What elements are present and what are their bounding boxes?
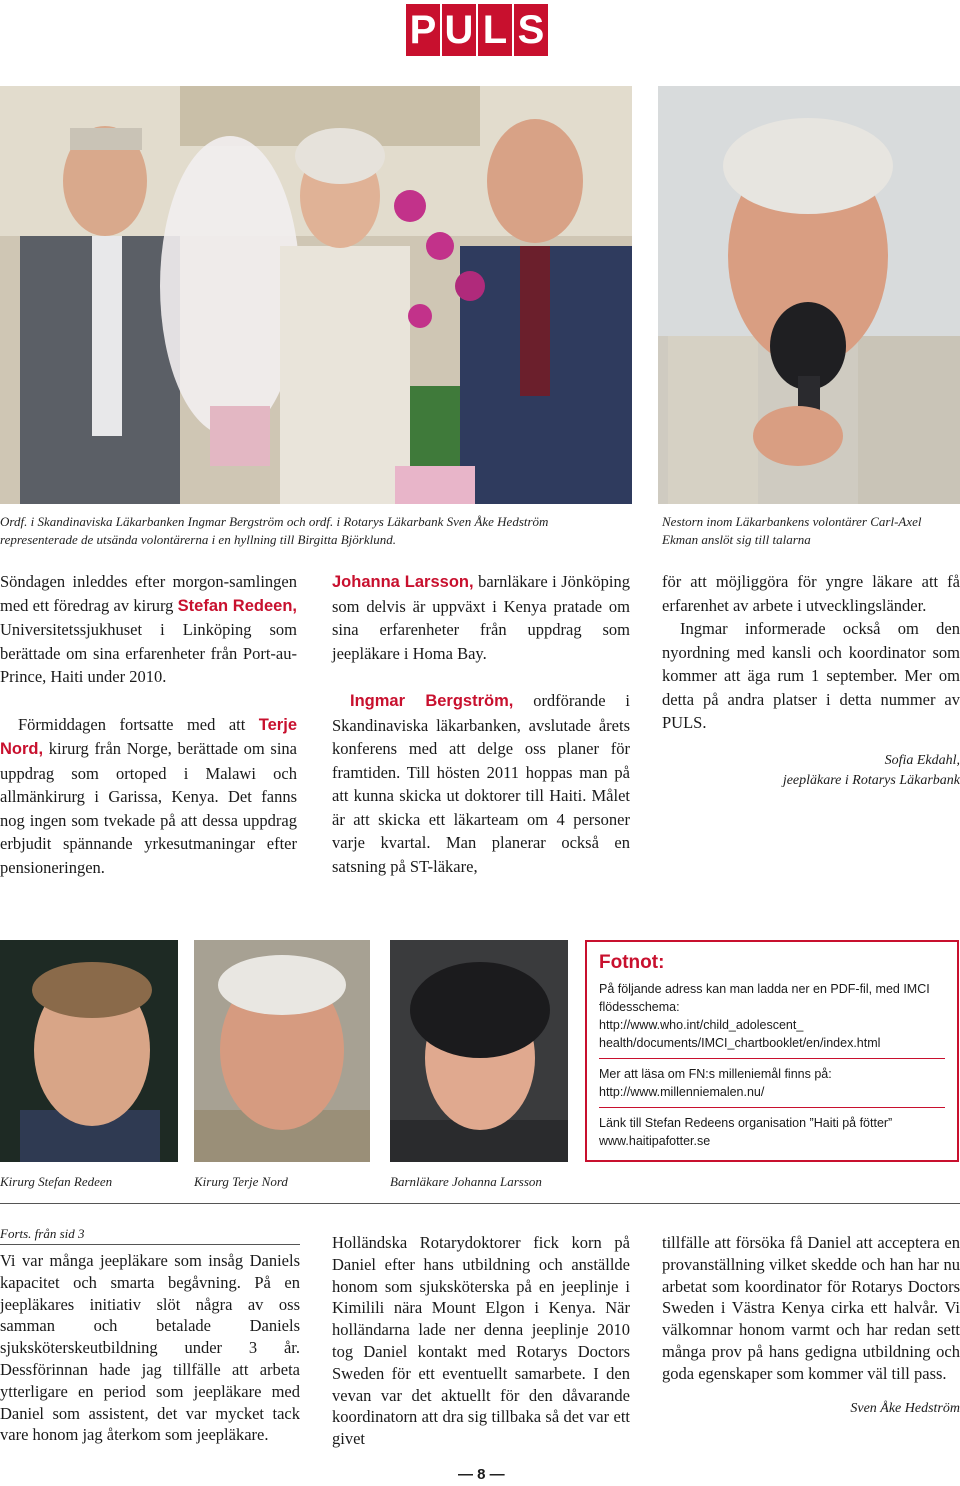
divider	[599, 1107, 945, 1108]
footnote-link[interactable]: http://www.who.int/child_adolescent_ health/documents/IMCI_chartbooklet/en/index.html	[599, 1018, 881, 1050]
article-paragraph	[0, 713, 297, 880]
logo-letter: S	[514, 4, 548, 56]
footnote-box	[585, 940, 959, 1162]
article-paragraph	[0, 570, 297, 689]
continuation-column-3	[662, 1232, 960, 1419]
speaker-name: Stefan Redeen,	[177, 596, 297, 615]
paragraph-text: Söndagen inleddes efter morgon-samlingen med ett föredrag av kirurg	[0, 572, 297, 615]
signature-role: jeepläkare i Rotarys Läkarbank	[782, 772, 960, 788]
footnote-text: På följande adress kan man ladda ner en PDF-fil, med IMCI flödesschema:	[599, 982, 930, 1014]
portrait-caption: Barnläkare Johanna Larsson	[390, 1174, 542, 1189]
portrait-caption: Kirurg Stefan Redeen	[0, 1174, 113, 1189]
logo-letter: L	[478, 4, 512, 56]
continuation-label: Forts. från sid 3	[0, 1226, 85, 1241]
puls-logo	[406, 4, 548, 56]
signature-name: Sofia Ekdahl,	[884, 752, 960, 768]
speaker-name: Johanna Larsson,	[332, 573, 474, 591]
paragraph-text: Förmiddagen fortsatte med att	[18, 714, 259, 734]
paragraph-text: Universitetssjukhuset i Linköping som berättade om sina erfarenheter från Port-au-Prince, Haiti under 2010.	[0, 620, 297, 686]
footnote-text: Mer att läsa om FN:s milleniemål finns på:	[599, 1067, 832, 1081]
article-column-3	[662, 570, 960, 791]
footnote-text: Länk till Stefan Redeens organisation ”Haiti på fötter”	[599, 1116, 893, 1130]
article-column-1	[0, 570, 297, 903]
paragraph-text: kirurg från Norge, berättade om sina uppdrag som ortoped i Malawi och allmänkirurg i Garissa, Kenya. Det fanns nog ingen som tvekade på att dessa uppdrag erbjudit spännande yrkesutmaningar efter pensioneringen.	[0, 739, 297, 877]
footnote-link[interactable]: http://www.millenniemalen.nu/	[599, 1085, 765, 1099]
article-column-2	[332, 570, 630, 902]
footnote-link[interactable]: www.haitipafotter.se	[599, 1134, 711, 1148]
divider	[599, 1058, 945, 1059]
paragraph-text: barnläkare i Jönköping som delvis är uppväxt i Kenya pratade om sina erfarenheter från uppdrag som jeepläkare i Homa Bay.	[332, 572, 630, 663]
group-photo	[0, 86, 632, 504]
continuation-column-1: Vi var många jeepläkare som insåg Daniels kapacitet och smarta begåvning. På en jeepläkares initiativ slöt några av oss samman och betalade Daniels sjuksköterskeutbildning under 3 år. Dessförinnan hade jag tillfälle att arbeta ytterligare en period som jeepläkare med Daniel som assistent, det var mycket tack vare honom jag återkom som jeepläkare.	[0, 1251, 300, 1445]
article-signature	[662, 751, 960, 791]
speaker-photo	[658, 86, 960, 504]
speaker-name: Terje Nord,	[0, 715, 297, 758]
article-paragraph	[332, 570, 630, 665]
continuation-text: tillfälle att försöka få Daniel att acceptera en provanställning vilket skedde och han har nu arbetat som koordinator för Rotarys Doctors Sweden i Västra Kenya cirka ett halvår. Vi välkomnar honom varmt och har redan sett många prov på hans gedigna utbildning och goda egenskaper som kommer väl till pass.	[662, 1233, 960, 1383]
portrait-terje-nord	[194, 940, 370, 1162]
portrait-johanna-larsson	[390, 940, 568, 1162]
section-divider	[0, 1203, 960, 1204]
portrait-stefan-redeen	[0, 940, 178, 1162]
article-paragraph	[332, 689, 630, 878]
logo-letter: P	[406, 4, 440, 56]
footnote-title: Fotnot:	[599, 952, 665, 973]
page-number: — 8 —	[458, 1466, 505, 1483]
speaker-name: Ingmar Bergström,	[350, 692, 514, 710]
continuation-rule	[0, 1244, 300, 1245]
logo-letter: U	[442, 4, 476, 56]
article-paragraph: för att möjliggöra för yngre läkare att få erfarenhet av arbete i utvecklingsländer.	[662, 572, 960, 615]
portrait-caption: Kirurg Terje Nord	[194, 1174, 288, 1189]
article-paragraph: Ingmar informerade också om den nyordning med kansli och koordinator som kommer att äga rum 1 september. Mer om detta på andra platser i detta nummer av PULS.	[662, 619, 960, 732]
continuation-column-2: Holländska Rotarydoktorer fick korn på Daniel efter hans utbildning och anställde honom som sjuksköterska på en jeeplinje i Kimilili nära Mount Elgon i Kenya. När holländarna lade ner denna jeeplinje 2010 tog Daniel kontakt med Rotarys Doctors Sweden för ett eventuellt samarbete. I den vevan var det aktuellt för den dåvarande koordinatorn att dra sig tillbaka så det var ett givet	[332, 1233, 630, 1449]
group-photo-caption: Ordf. i Skandinaviska Läkarbanken Ingmar Bergström och ordf. i Rotarys Läkarbank Sven Åke Hedström representerade de utsända volontärerna i en hyllning till Birgitta Björklund.	[0, 514, 549, 547]
paragraph-text: ordförande i Skandinaviska läkarbanken, avslutade årets konferens med att delge oss planer för framtiden. Till hösten 2011 hoppas man på att kunna skicka ut doktorer till Haiti. Målet är att skicka ett läkarteam om 4 personer varje kvartal. Man planerar också en satsning på ST-läkare,	[332, 691, 630, 876]
continuation-signature: Sven Åke Hedström	[850, 1400, 960, 1416]
speaker-photo-caption: Nestorn inom Läkarbankens volontärer Carl-Axel Ekman anslöt sig till talarna	[662, 514, 922, 547]
